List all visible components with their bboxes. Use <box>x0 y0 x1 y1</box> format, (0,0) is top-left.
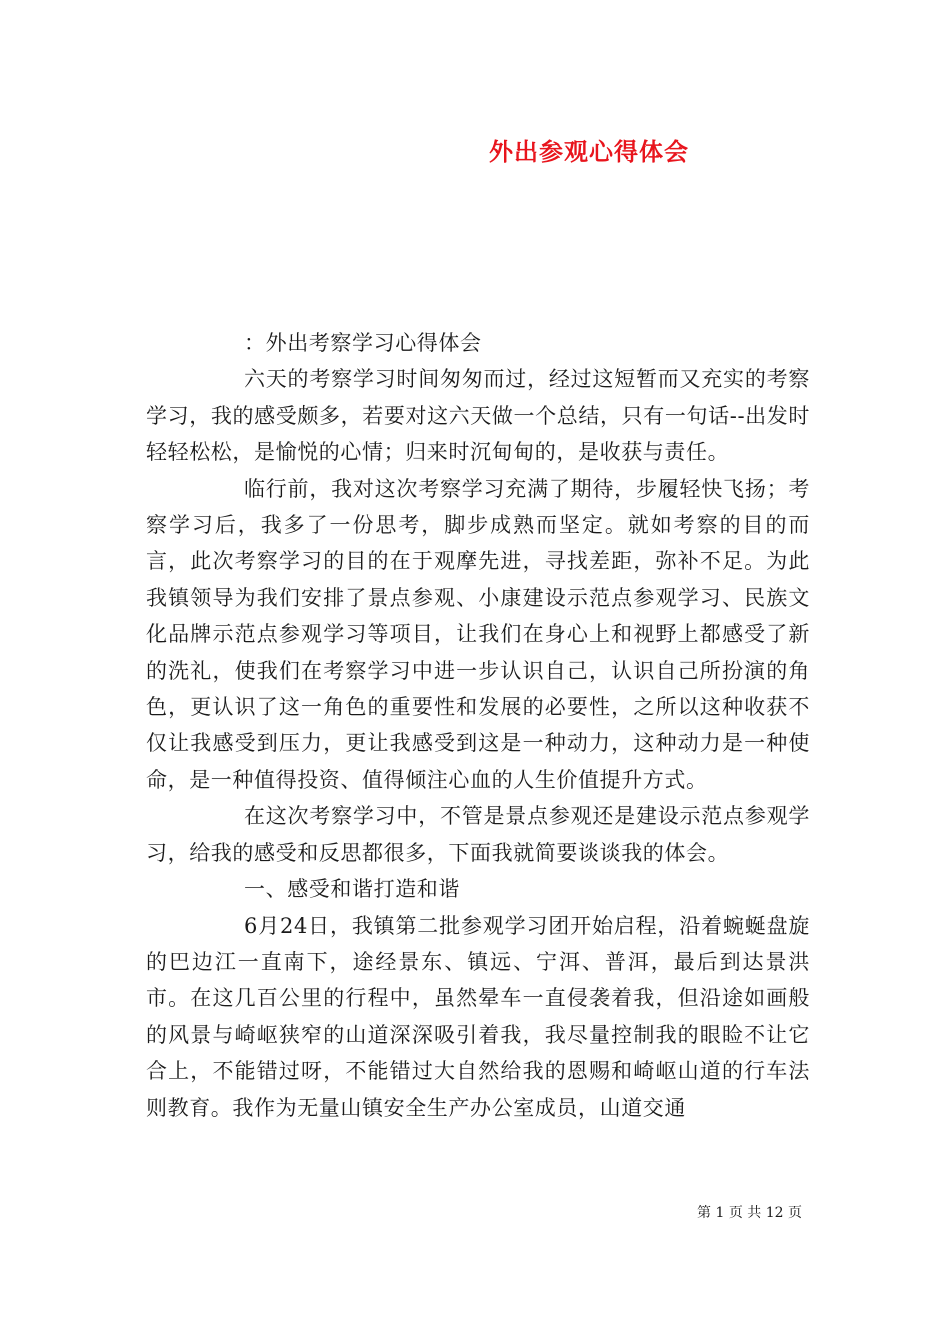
paragraph-2: 临行前，我对这次考察学习充满了期待，步履轻快飞扬；考察学习后，我多了一份思考，脚步成熟而坚定。就如考察的目的而言，此次考察学习的目的在于观摩先进，寻找差距，弥补不足。为此我镇领导为我们安排了景点参观、小康建设示范点参观学习、民族文化品牌示范点参观学习等项目，让我们在身心上和视野上都感受了新的洗礼，使我们在考察学习中进一步认识自己，认识自己所扮演的角色，更认识了这一角色的重要性和发展的必要性，之所以这种收获不仅让我感受到压力，更让我感受到这是一种动力，这种动力是一种使命，是一种值得投资、值得倾注心血的人生价值提升方式。 <box>146 476 810 792</box>
document-body <box>146 325 810 1126</box>
section-heading-1: 一、感受和谐打造和谐 <box>244 877 460 902</box>
document-subtitle: ：外出考察学习心得体会 <box>244 331 482 355</box>
page-number: 第 1 页 共 12 页 <box>697 1205 802 1221</box>
paragraph-3: 在这次考察学习中，不管是景点参观还是建设示范点参观学习，给我的感受和反思都很多，下面我就简要谈谈我的体会。 <box>146 804 810 865</box>
paragraph-1: 六天的考察学习时间匆匆而过，经过这短暂而又充实的考察学习，我的感受颇多，若要对这六天做一个总结，只有一句话--出发时轻轻松松，是愉悦的心情；归来时沉甸甸的，是收获与责任。 <box>146 367 810 465</box>
paragraph-4: 6月24日，我镇第二批参观学习团开始启程，沿着蜿蜒盘旋的巴边江一直南下，途经景东、镇远、宁洱、普洱，最后到达景洪市。在这几百公里的行程中，虽然晕车一直侵袭着我，但沿途如画般的风景与崎岖狭窄的山道深深吸引着我，我尽量控制我的眼睑不让它合上，不能错过呀，不能错过大自然给我的恩赐和崎岖山道的行车法则教育。我作为无量山镇安全生产办公室成员，山道交通 <box>146 913 810 1120</box>
document-title: 外出参观心得体会 <box>489 137 689 166</box>
